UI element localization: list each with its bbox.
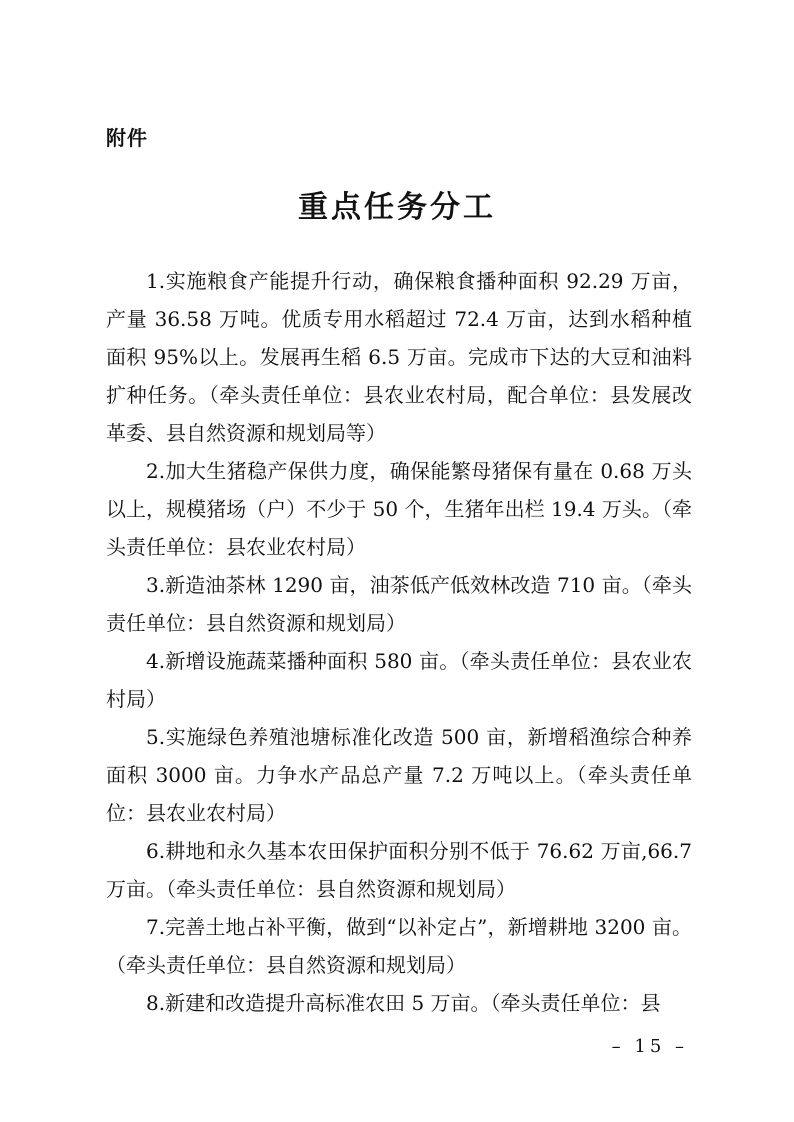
attachment-label: 附件 <box>106 126 148 150</box>
task-paragraph: 6.耕地和永久基本农田保护面积分别不低于 76.62 万亩,66.7 万亩。（牵头责任单位：县自然资源和规划局） <box>106 839 692 901</box>
task-paragraph: 7.完善土地占补平衡，做到“以补定占”，新增耕地 3200 亩。（牵头责任单位：县自然资源和规划局） <box>106 915 692 977</box>
task-paragraph: 4.新增设施蔬菜播种面积 580 亩。（牵头责任单位：县农业农村局） <box>106 649 692 711</box>
task-paragraph: 2.加大生猪稳产保供力度，确保能繁母猪保有量在 0.68 万头以上，规模猪场（户）不少于 50 个，生猪年出栏 19.4 万头。（牵头责任单位：县农业农村局） <box>106 459 692 559</box>
document-title: 重点任务分工 <box>298 190 496 225</box>
task-paragraph: 3.新造油茶林 1290 亩，油茶低产低效林改造 710 亩。（牵头责任单位：县自然资源和规划局） <box>106 573 692 635</box>
document-body <box>106 262 692 1022</box>
task-paragraph: 1.实施粮食产能提升行动，确保粮食播种面积 92.29 万亩，产量 36.58 万吨。优质专用水稻超过 72.4 万亩，达到水稻种植面积 95%以上。发展再生稻 6.5 万亩。完成市下达的大豆和油料扩种任务。（牵头责任单位：县农业农村局，配合单位：县发展改革委、县自然资源和规划局等） <box>106 269 692 445</box>
task-paragraph: 8.新建和改造提升高标准农田 5 万亩。（牵头责任单位：县 <box>146 991 661 1015</box>
task-paragraph: 5.实施绿色养殖池塘标准化改造 500 亩，新增稻渔综合种养面积 3000 亩。力争水产品总产量 7.2 万吨以上。（牵头责任单位：县农业农村局） <box>106 725 692 825</box>
page-number: – 15 – <box>611 1036 688 1057</box>
